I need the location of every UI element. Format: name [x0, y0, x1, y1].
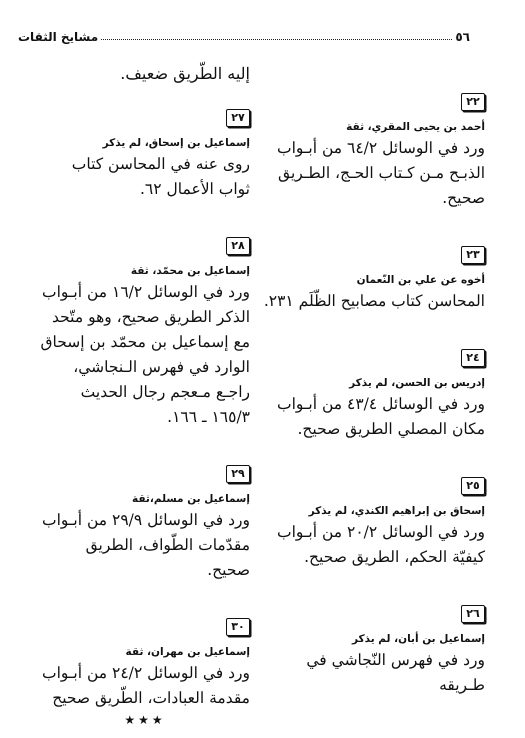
entry-number-box: ٢٦: [461, 605, 485, 623]
entry-25: [259, 474, 485, 570]
entry-23: [259, 243, 485, 314]
entry-30: [40, 615, 250, 711]
entry-body: المحاسن كتاب مصابيح الظّلَم ٢٣١.: [263, 292, 485, 310]
entry-24: [259, 346, 485, 442]
entry-name: أحمد بن يحيى المقري، ثقة: [346, 121, 485, 133]
entry-name: إسماعيل بن محمّد، ثقة: [130, 265, 250, 277]
right-column: [259, 90, 485, 730]
entry-body: روى عنه في المحاسن كتاب ثواب الأعمال ٦٢.: [71, 155, 250, 198]
entry-name: إسماعيل بن أبان، لم يذكر: [351, 633, 485, 645]
entry-number-box: ٢٨: [226, 237, 250, 255]
entry-27: [40, 106, 250, 202]
running-title: مشايخ الثقات: [18, 30, 99, 44]
entry-body: ورد في الوسائل ١٦/٢ من أبـواب الذكر الطريق صحيح، وهو متّحد مع إسماعيل بن محمّد بن إسحاق الوارد في فهرس الـنجاشي، راجـع مـعجم رجال الحديث ١٦٥/٣ ـ ١٦٦.: [40, 283, 250, 426]
continued-text: إليه الطّريق ضعيف.: [120, 64, 250, 83]
entry-body: ورد في الوسائل ٢٠/٢ من أبـواب كيفيّة الحكم، الطريق صحيح.: [276, 523, 485, 566]
entry-body: ورد في الوسائل ٢٩/٩ من أبـواب مقدّمات الطّواف، الطريق صحيح.: [41, 511, 250, 579]
entry-name: إسماعيل بن مسلم،ثقة: [131, 493, 250, 505]
entry-26: [259, 602, 485, 698]
entry-number-box: ٢٧: [226, 109, 250, 127]
entry-number-box: ٣٠: [226, 618, 250, 636]
entry-22: [259, 90, 485, 211]
entry-body: ورد في الوسائل ٢٤/٢ من أبـواب مقدمة العبادات، الطّريق صحيح: [41, 664, 250, 707]
entry-body: ورد في الوسائل ٦٤/٢ من أبـواب الذبـح مـن كـتاب الحـج، الطـريق صحيح.: [276, 139, 485, 207]
entry-28: [40, 234, 250, 430]
entry-name: إدريس بن الحسن، لم يذكر: [349, 377, 485, 389]
entry-name: إسماعيل بن إسحاق، لم يذكر: [102, 137, 250, 149]
entry-number-box: ٢٩: [226, 465, 250, 483]
entry-name: إسماعيل بن مهران، ثقة: [125, 646, 250, 658]
section-end-stars: ★★★: [124, 713, 166, 727]
entry-body: ورد في فهرس النّجاشي في طـريقه: [306, 651, 485, 694]
entry-name: أخوه عن علي بن النّعمان: [356, 274, 485, 286]
entry-29: [40, 462, 250, 583]
entry-number-box: ٢٢: [461, 93, 485, 111]
entry-number-box: ٢٤: [461, 349, 485, 367]
header-dot-leader: [101, 38, 452, 40]
entry-body: ورد في الوسائل ٤٣/٤ من أبـواب مكان المصلي الطريق صحيح.: [276, 395, 485, 438]
entry-number-box: ٢٣: [461, 246, 485, 264]
entry-name: إسحاق بن إبراهيم الكندي، لم يذكر: [308, 505, 485, 517]
left-column: [40, 64, 250, 727]
page-number: ٥٦: [455, 30, 470, 44]
entry-number-box: ٢٥: [461, 477, 485, 495]
page-header: [18, 22, 470, 44]
